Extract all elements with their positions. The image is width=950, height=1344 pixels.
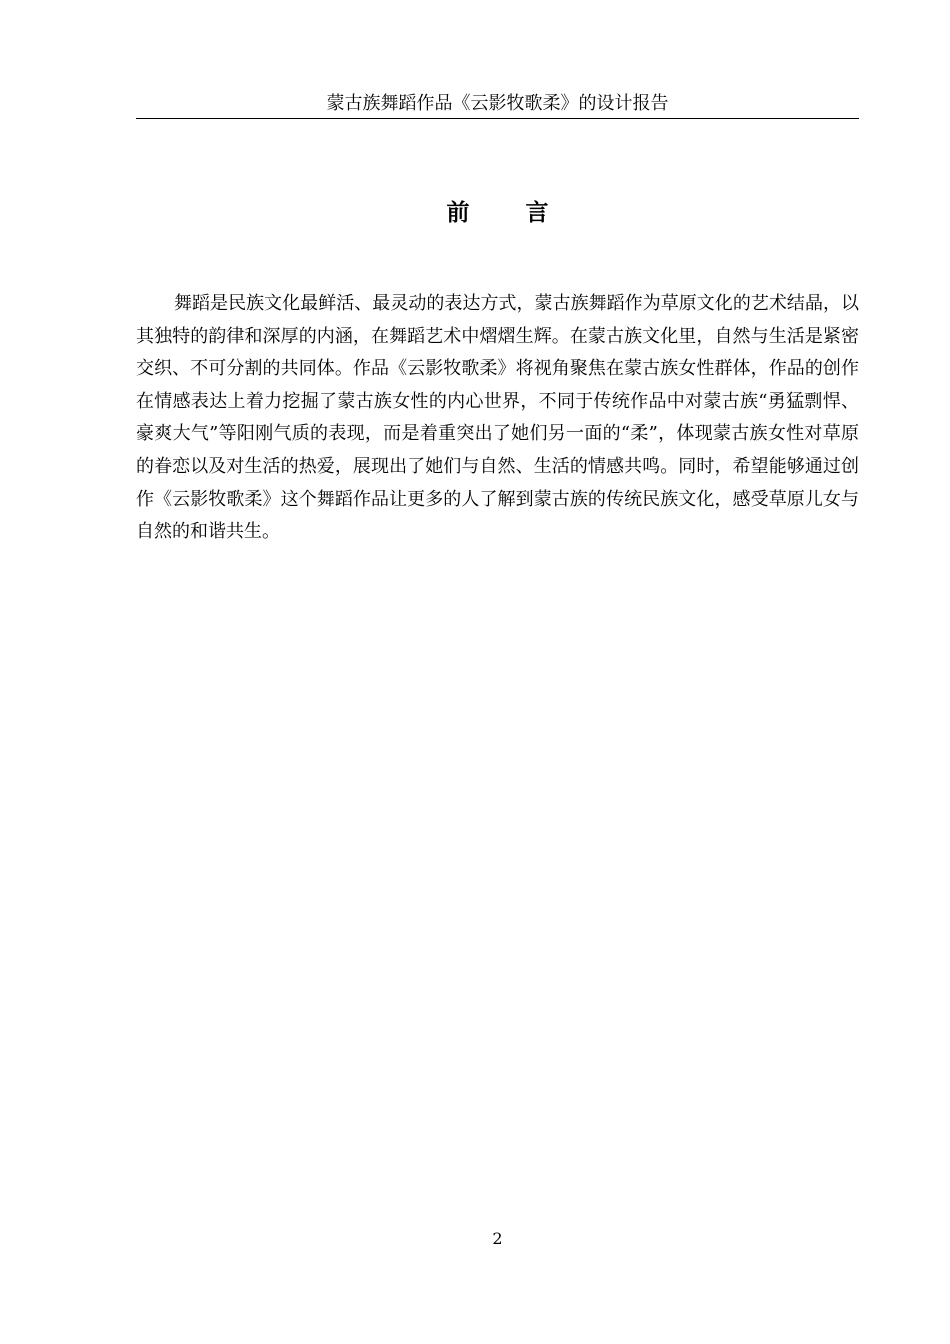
header-divider	[136, 118, 859, 119]
running-header-title: 蒙古族舞蹈作品《云影牧歌柔》的设计报告	[326, 93, 669, 114]
page-number: 2	[492, 1229, 503, 1248]
preface-paragraph: 舞蹈是民族文化最鲜活、最灵动的表达方式，蒙古族舞蹈作为草原文化的艺术结晶，以其独特的韵律和深厚的内涵，在舞蹈艺术中熠熠生辉。在蒙古族文化里，自然与生活是紧密交织、不可分割的共同体。作品《云影牧歌柔》将视角聚焦在蒙古族女性群体，作品的创作在情感表达上着力挖掘了蒙古族女性的内心世界，不同于传统作品中对蒙古族“勇猛剽悍、豪爽大气”等阳刚气质的表现，而是着重突出了她们另一面的“柔”，体现蒙古族女性对草原的眷恋以及对生活的热爱，展现出了她们与自然、生活的情感共鸣。同时，希望能够通过创作《云影牧歌柔》这个舞蹈作品让更多的人了解到蒙古族的传统民族文化，感受草原儿女与自然的和谐共生。	[136, 293, 859, 543]
section-title: 前言	[446, 199, 605, 226]
